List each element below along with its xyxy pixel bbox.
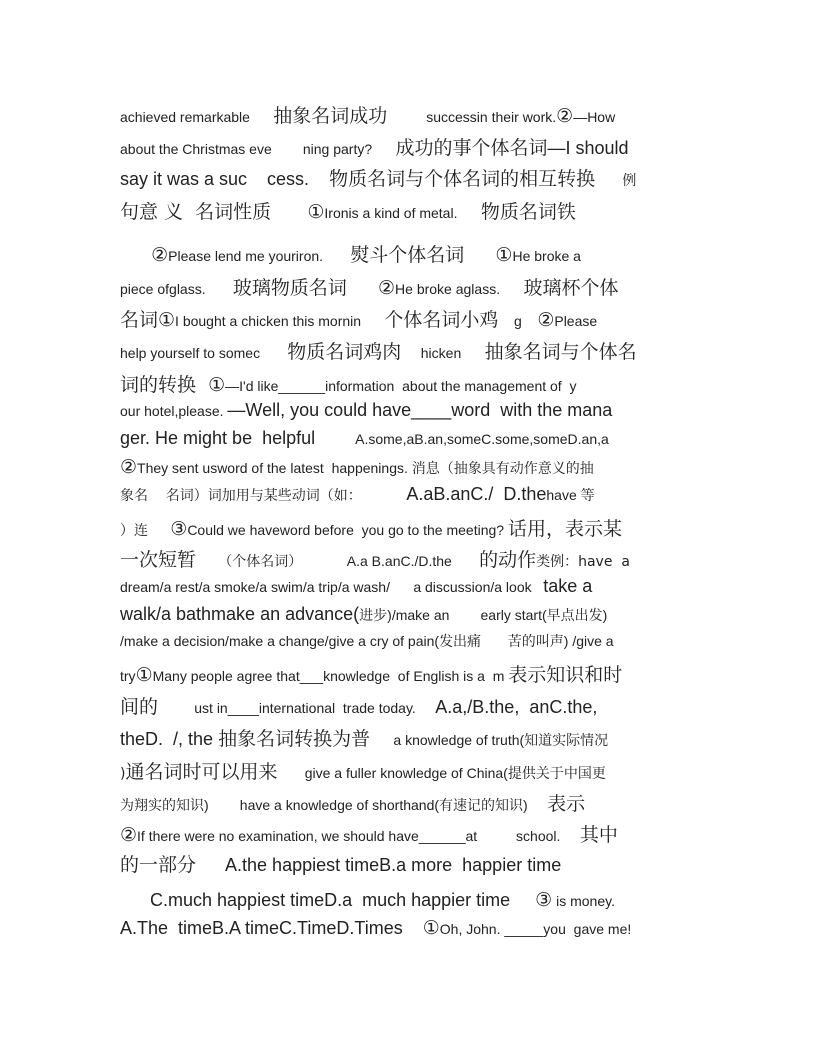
text-segment: ③ — [170, 518, 188, 540]
text-segment: 抽象名词成功 — [273, 105, 388, 127]
text-line — [120, 133, 700, 160]
text-segment: 类例：have a — [536, 554, 630, 570]
text-segment: Ironis a kind of metal. — [324, 205, 481, 221]
text-segment — [464, 248, 495, 264]
text-segment: They sent usword of the latest happenings. — [137, 460, 412, 476]
text-segment: ) — [602, 607, 608, 623]
text-segment: A.The timeB.A timeC.TimeD.Times — [120, 918, 423, 938]
text-segment: A.aB.anC./ D.the — [406, 484, 547, 504]
text-line — [120, 484, 700, 505]
text-line — [120, 400, 700, 421]
text-segment: Many people agree that___knowledge of English is a m — [152, 668, 509, 684]
text-segment: 个体名词小鸡 — [384, 309, 499, 331]
text-segment: 抽象名词转换为普 — [218, 728, 371, 750]
text-segment: a knowledge of truth( — [370, 732, 525, 748]
text-segment: 进步 — [359, 608, 388, 624]
text-segment — [347, 281, 378, 297]
text-segment: achieved remarkable — [120, 109, 274, 125]
text-segment: 物质名词铁 — [480, 201, 576, 223]
text-line — [120, 724, 700, 751]
text-segment: 成功的事个体名词 — [395, 137, 548, 159]
text-segment: 话用，表示某 — [507, 518, 622, 540]
text-segment: （个体名词） — [196, 554, 347, 570]
text-segment: ust in____international trade today. — [194, 700, 436, 716]
text-segment: take a — [543, 576, 593, 596]
text-segment: give a fuller knowledge of China( — [277, 765, 508, 781]
text-line — [120, 305, 700, 332]
text-segment: ② — [151, 244, 169, 266]
text-segment: A.the happiest timeB.a more happier time — [196, 855, 562, 875]
text-line — [120, 545, 700, 572]
text-line — [120, 917, 700, 939]
text-segment: 玻璃杯个体 — [523, 277, 619, 299]
text-segment: ② — [377, 277, 396, 299]
text-line — [120, 197, 700, 224]
text-line — [120, 631, 700, 651]
text-segment: A.a,/B.the, anC.the, — [435, 697, 598, 717]
text-segment: Could we haveword before you go to the meeting? — [187, 522, 508, 538]
text-line — [120, 240, 700, 267]
text-segment: ) — [523, 797, 548, 813]
text-segment: 名词① — [120, 309, 176, 331]
text-segment: —Well, you could have____word with the mana — [227, 400, 613, 420]
text-segment: 通名词时可以用来 — [125, 761, 278, 783]
text-line — [120, 757, 700, 784]
text-line — [120, 101, 700, 128]
text-segment: ① — [422, 917, 440, 939]
text-segment: 提供关于中国更 — [507, 766, 606, 782]
text-segment: 物质名词与个体名词的相互转换 — [329, 168, 596, 190]
text-segment: /make a decision/make a change/give a cry of pain( — [120, 633, 440, 649]
text-segment: ) have a knowledge of shorthand( — [204, 797, 440, 813]
text-line — [120, 850, 700, 877]
text-segment: —I should — [547, 138, 629, 158]
text-segment: I bought a chicken this mornin — [175, 313, 385, 329]
text-segment: ② — [556, 105, 574, 127]
text-segment: help yourself to somec — [120, 345, 288, 361]
text-segment: He broke a — [512, 248, 581, 264]
text-line — [120, 660, 700, 687]
text-segment: Oh, John. _____you gave me! — [439, 921, 632, 937]
text-segment: theD. /, the — [120, 729, 219, 749]
text-line — [120, 692, 700, 719]
text-segment: Please — [554, 313, 598, 329]
text-segment: 表示 — [547, 793, 586, 815]
text-segment: ）连 — [120, 523, 171, 539]
text-segment: ① — [135, 664, 153, 686]
text-segment: is money. — [552, 893, 615, 909]
text-segment: ② — [120, 824, 138, 846]
text-line — [120, 789, 700, 816]
text-segment: 间的 — [120, 696, 195, 718]
text-segment: successin their work. — [387, 109, 557, 125]
text-segment: 一次短暂 — [120, 549, 197, 571]
text-segment: A.a B.anC./D.the — [346, 553, 480, 569]
text-segment: 句意 义 名词性质 — [120, 201, 308, 223]
text-segment: 例 — [595, 172, 637, 188]
text-segment: 玻璃物质名词 — [232, 277, 347, 299]
text-segment: He broke aglass. — [395, 281, 524, 297]
text-segment: have 等 — [546, 487, 595, 503]
text-segment: 知道实际情况 — [524, 733, 609, 749]
text-line — [120, 514, 700, 541]
text-segment: 的动作 — [479, 549, 537, 571]
text-segment: 为翔实的知识 — [120, 798, 204, 814]
text-segment: ) /give a — [563, 633, 614, 649]
text-segment: 其中 — [579, 824, 618, 846]
text-segment: 有速记的知识 — [439, 798, 524, 814]
text-segment: 物质名词鸡肉 — [287, 341, 402, 363]
text-segment: ger. He might be helpful — [120, 428, 356, 448]
text-segment: our hotel,please. — [120, 403, 228, 419]
text-segment: about the Christmas eve ning party? — [120, 141, 396, 157]
text-segment: piece ofglass. — [120, 281, 233, 297]
text-segment: 词的转换 ① — [120, 374, 226, 396]
text-segment: 的一部分 — [120, 854, 197, 876]
text-segment: say it was a suc cess. — [120, 169, 330, 189]
text-segment: 表示知识和时 — [508, 664, 623, 686]
text-segment: 象名 名词）词加用与某些动词（如： — [120, 488, 407, 504]
text-segment: 抽象名词与个体名 — [484, 341, 637, 363]
text-segment: C.much happiest timeD.a much happier time — [120, 890, 536, 910]
text-segment: 消息（抽象具有动作意义的抽 — [411, 461, 594, 477]
text-segment: ② — [537, 309, 555, 331]
text-segment: If there were no examination, we should have______at school. — [137, 828, 580, 844]
text-line — [120, 273, 700, 300]
text-segment: hicken — [401, 345, 485, 361]
text-segment: 熨斗个体名词 — [350, 244, 465, 266]
text-segment: A.some,aB.an,someC.some,someD.an,a — [355, 431, 609, 447]
text-line — [120, 820, 700, 847]
text-segment: —How — [573, 109, 616, 125]
text-segment: Please lend me youriron. — [168, 248, 351, 264]
text-line — [120, 576, 700, 597]
text-segment: walk/a bathmake an advance( — [120, 604, 360, 624]
text-line — [120, 889, 700, 911]
text-segment: ① — [307, 201, 325, 223]
text-segment: ① — [495, 244, 513, 266]
text-segment: )/make an early start( — [387, 607, 547, 623]
text-segment: ② — [120, 456, 138, 478]
text-segment: ③ — [535, 889, 553, 911]
text-segment: try — [120, 668, 136, 684]
text-segment: 发出痛 苦的叫声 — [439, 634, 564, 650]
text-line — [120, 337, 700, 364]
text-line — [120, 604, 700, 625]
text-segment: dream/a rest/a smoke/a swim/a trip/a wash/ a discussion/a look — [120, 579, 544, 595]
text-segment: 早点出发 — [546, 608, 603, 624]
text-segment: ) — [120, 766, 126, 782]
text-line — [120, 164, 700, 191]
text-line — [120, 456, 700, 478]
text-line — [120, 428, 700, 449]
text-segment — [120, 248, 151, 264]
text-line — [120, 370, 700, 397]
text-segment: —I'd like______information about the management of y — [225, 378, 577, 394]
text-segment: g — [498, 313, 538, 329]
